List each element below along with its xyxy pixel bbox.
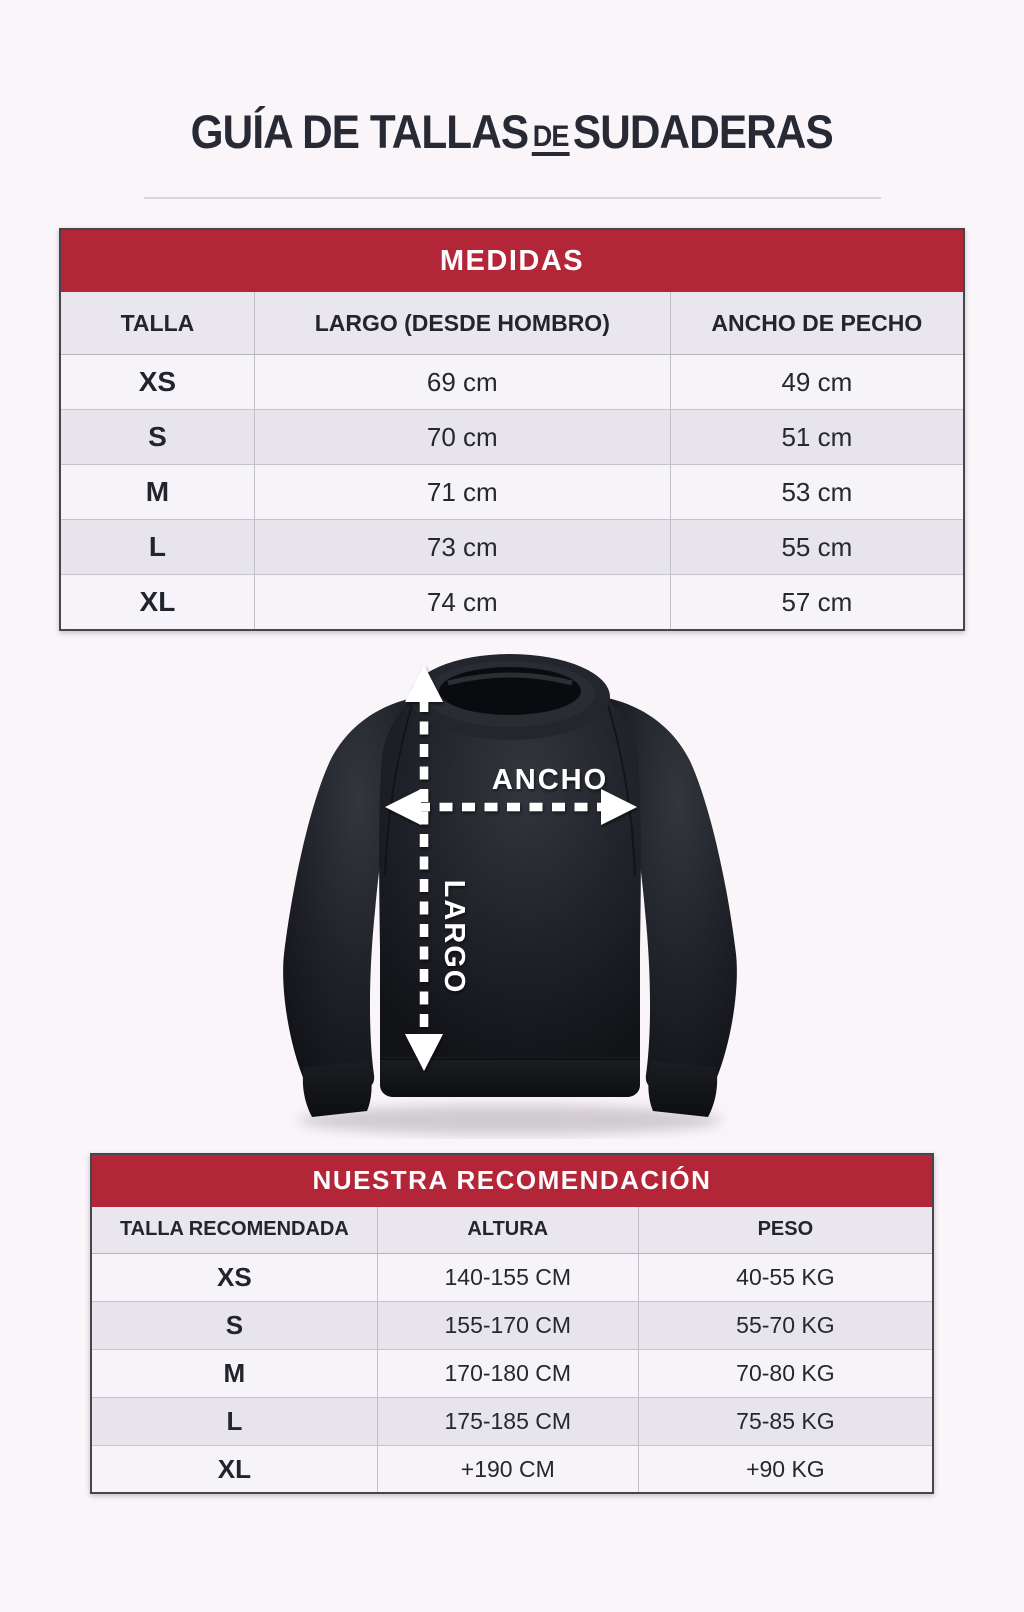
recommendation-table	[90, 1153, 934, 1495]
sweatshirt-body	[379, 685, 641, 1059]
ancho-label: ANCHO	[491, 763, 609, 796]
cell-altura: +190 CM	[377, 1445, 638, 1493]
largo-label: LARGO	[438, 879, 470, 995]
cell-peso: 40-55 KG	[638, 1253, 933, 1301]
cell-size: XL	[91, 1445, 377, 1493]
page-title	[190, 105, 834, 159]
recommendation-table-header-row	[91, 1207, 933, 1254]
cell-largo: 70 cm	[254, 410, 670, 465]
measurements-table-header-row	[60, 292, 964, 355]
column-header-talla: TALLA	[60, 292, 254, 355]
table-row	[91, 1397, 933, 1445]
recommendation-table-banner-row	[91, 1154, 933, 1207]
page-title-part2: SUDADERAS	[573, 105, 834, 159]
cell-peso: 70-80 KG	[638, 1349, 933, 1397]
column-header-peso: PESO	[638, 1207, 933, 1254]
table-row	[91, 1349, 933, 1397]
cell-size: L	[60, 520, 254, 575]
column-header-ancho: ANCHO DE PECHO	[670, 292, 964, 355]
table-row	[91, 1445, 933, 1493]
page-header	[0, 76, 1024, 199]
recommendation-table-body	[91, 1253, 933, 1493]
title-divider	[144, 197, 881, 199]
cell-peso: +90 KG	[746, 1455, 825, 1482]
table-row	[60, 410, 964, 465]
page-title-connector: DE	[532, 123, 570, 156]
measurements-table-banner-row	[60, 229, 964, 292]
table-row	[60, 520, 964, 575]
cell-peso: 55-70 KG	[638, 1301, 933, 1349]
right-cuff	[648, 1061, 717, 1117]
measurements-table	[59, 228, 965, 631]
table-row	[91, 1253, 933, 1301]
cell-size: XS	[60, 355, 254, 410]
hem-band	[380, 1057, 640, 1097]
cell-altura: 140-155 CM	[377, 1253, 638, 1301]
cell-size: M	[60, 465, 254, 520]
column-header-largo: LARGO (DESDE HOMBRO)	[254, 292, 670, 355]
page-title-part1: GUÍA DE TALLAS	[190, 105, 529, 159]
cell-altura: 155-170 CM	[377, 1301, 638, 1349]
cell-altura: 170-180 CM	[377, 1349, 638, 1397]
measurements-table-title: MEDIDAS	[60, 229, 964, 292]
cell-ancho: 55 cm	[670, 520, 964, 575]
cell-size: S	[91, 1301, 377, 1349]
column-header-altura: ALTURA	[377, 1207, 638, 1254]
cell-largo: 74 cm	[254, 575, 670, 630]
cell-size: XL	[60, 575, 254, 630]
measurements-table-body	[60, 355, 964, 630]
table-row	[91, 1301, 933, 1349]
cell-size: L	[91, 1397, 377, 1445]
cell-peso: 75-85 KG	[638, 1397, 933, 1445]
cell-size: M	[91, 1349, 377, 1397]
sweatshirt-diagram	[262, 639, 762, 1139]
column-header-talla-recomendada: TALLA RECOMENDADA	[91, 1207, 377, 1254]
cell-ancho: 51 cm	[670, 410, 964, 465]
cell-largo: 71 cm	[254, 465, 670, 520]
cell-ancho: 49 cm	[670, 355, 964, 410]
table-row	[60, 355, 964, 410]
table-row	[60, 465, 964, 520]
cell-size: S	[60, 410, 254, 465]
cell-largo: 73 cm	[254, 520, 670, 575]
left-cuff	[303, 1061, 372, 1117]
cell-ancho: 53 cm	[670, 465, 964, 520]
cell-ancho: 57 cm	[781, 586, 853, 617]
cell-size: XS	[91, 1253, 377, 1301]
cell-altura: 175-185 CM	[377, 1397, 638, 1445]
recommendation-table-title: NUESTRA RECOMENDACIÓN	[91, 1154, 933, 1207]
cell-largo: 69 cm	[254, 355, 670, 410]
table-row	[60, 575, 964, 630]
